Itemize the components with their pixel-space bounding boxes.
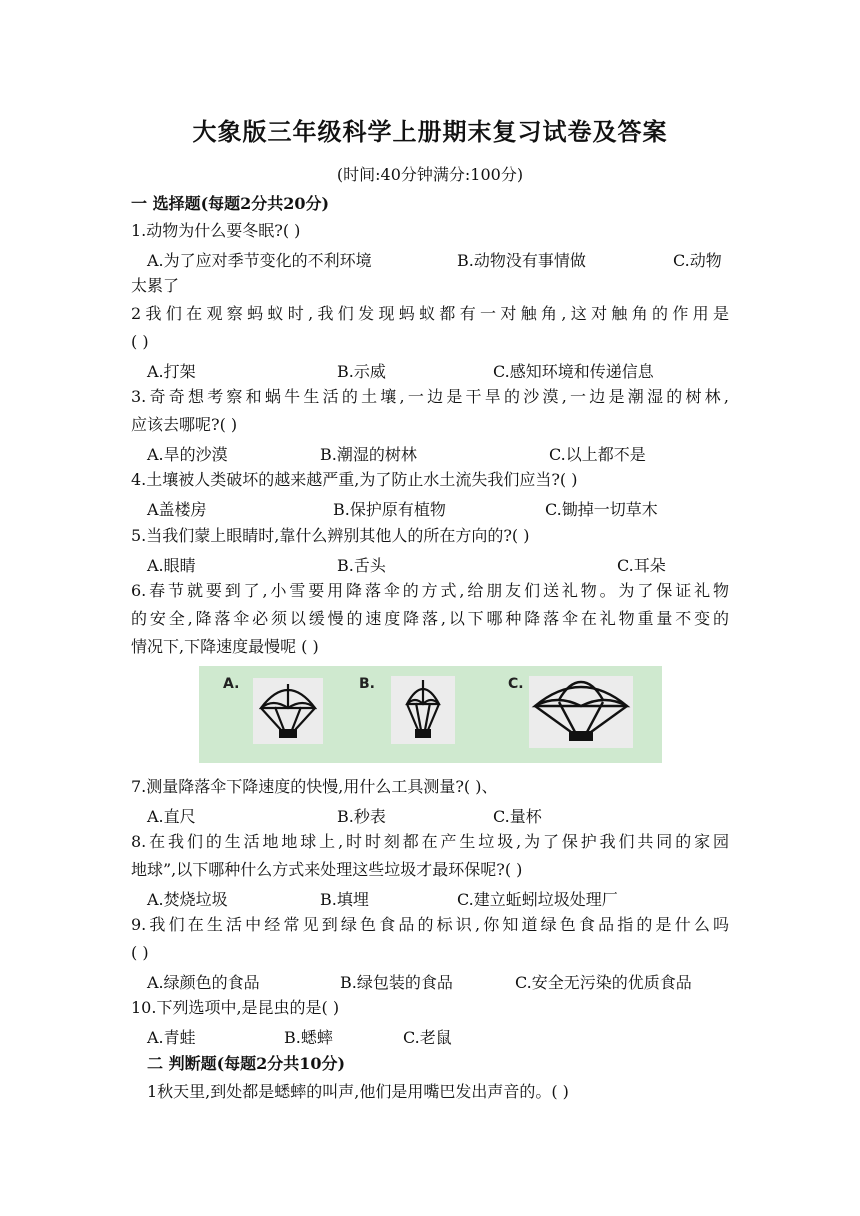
q7-option-b: B.秒表 <box>337 807 386 826</box>
q2-option-a: A.打架 <box>147 362 196 381</box>
parachute-label-b: B. <box>359 676 375 692</box>
q3-option-c: C.以上都不是 <box>549 445 646 464</box>
q3-continuation: 应该去哪呢?( ) <box>131 415 238 434</box>
q3-option-a: A.旱的沙漠 <box>147 445 228 464</box>
q5-option-c: C.耳朵 <box>617 556 666 575</box>
q2-continuation: ( ) <box>131 332 149 351</box>
q2-option-b: B.示威 <box>337 362 386 381</box>
q4-stem: 4.土壤被人类破坏的越来越严重,为了防止水土流失我们应当?( ) <box>131 470 578 489</box>
q2-option-c: C.感知环境和传递信息 <box>493 362 654 381</box>
q6-stem: 6.春节就要到了,小雪要用降落伞的方式,给朋友们送礼物。为了保证礼物 <box>131 581 729 600</box>
q1-continuation: 太累了 <box>131 276 180 295</box>
section2-heading: 二 判断题(每题2分共10分) <box>147 1054 346 1073</box>
q9-stem: 9.我们在生活中经常见到绿色食品的标识,你知道绿色食品指的是什么吗 <box>131 915 729 934</box>
q5-stem: 5.当我们蒙上眼睛时,靠什么辨别其他人的所在方向的?( ) <box>131 526 530 545</box>
q2-stem: 2我们在观察蚂蚁时,我们发现蚂蚁都有一对触角,这对触角的作用是 <box>131 304 729 323</box>
page-title: 大象版三年级科学上册期末复习试卷及答案 <box>192 118 668 146</box>
q8-option-b: B.填埋 <box>320 890 369 909</box>
q4-option-c: C.锄掉一切草木 <box>545 500 658 519</box>
q10-stem: 10.下列选项中,是昆虫的是( ) <box>131 998 340 1017</box>
q8-stem: 8.在我们的生活地地球上,时时刻都在产生垃圾,为了保护我们共同的家园 <box>131 832 729 851</box>
parachute-b-icon <box>391 676 455 744</box>
q7-option-a: A.直尺 <box>147 807 196 826</box>
q10-option-c: C.老鼠 <box>403 1028 452 1047</box>
parachute-c-icon <box>529 676 633 748</box>
q5-option-b: B.舌头 <box>337 556 386 575</box>
q7-stem: 7.测量降落伞下降速度的快慢,用什么工具测量?( )、 <box>131 777 498 796</box>
exam-subtitle: (时间:40分钟满分:100分) <box>336 165 524 184</box>
q10-option-a: A.青蛙 <box>147 1028 196 1047</box>
parachute-label-a: A. <box>223 676 240 692</box>
section1-heading: 一 选择题(每题2分共20分) <box>131 194 330 213</box>
judgment-q1: 1秋天里,到处都是蟋蟀的叫声,他们是用嘴巴发出声音的。( ) <box>147 1082 569 1101</box>
q6-continuation-2: 情况下,下降速度最慢呢 ( ) <box>131 637 319 656</box>
parachute-label-c: C. <box>508 676 524 692</box>
q7-option-c: C.量杯 <box>493 807 542 826</box>
q10-option-b: B.蟋蟀 <box>284 1028 333 1047</box>
q3-option-b: B.潮湿的树林 <box>320 445 417 464</box>
q4-option-b: B.保护原有植物 <box>333 500 446 519</box>
q6-continuation: 的安全,降落伞必须以缓慢的速度降落,以下哪种降落伞在礼物重量不变的 <box>131 609 729 628</box>
q8-option-c: C.建立蚯蚓垃圾处理厂 <box>457 890 618 909</box>
q9-option-c: C.安全无污染的优质食品 <box>515 973 692 992</box>
q1-option-c: C.动物 <box>673 251 722 270</box>
q9-continuation: ( ) <box>131 943 149 962</box>
q1-stem: 1.动物为什么要冬眠?( ) <box>131 221 301 240</box>
q9-option-a: A.绿颜色的食品 <box>147 973 260 992</box>
q1-option-a: A.为了应对季节变化的不利环境 <box>147 251 372 270</box>
q3-stem: 3.奇奇想考察和蜗牛生活的土壤,一边是干旱的沙漠,一边是潮湿的树林, <box>131 387 729 406</box>
parachute-image-panel <box>199 666 662 763</box>
q9-option-b: B.绿包装的食品 <box>340 973 453 992</box>
q5-option-a: A.眼睛 <box>147 556 196 575</box>
q8-option-a: A.焚烧垃圾 <box>147 890 228 909</box>
parachute-a-icon <box>253 678 323 744</box>
q8-continuation: 地球”,以下哪种什么方式来处理这些垃圾才最环保呢?( ) <box>131 860 523 879</box>
q1-option-b: B.动物没有事情做 <box>457 251 586 270</box>
q4-option-a: A盖楼房 <box>147 500 207 519</box>
